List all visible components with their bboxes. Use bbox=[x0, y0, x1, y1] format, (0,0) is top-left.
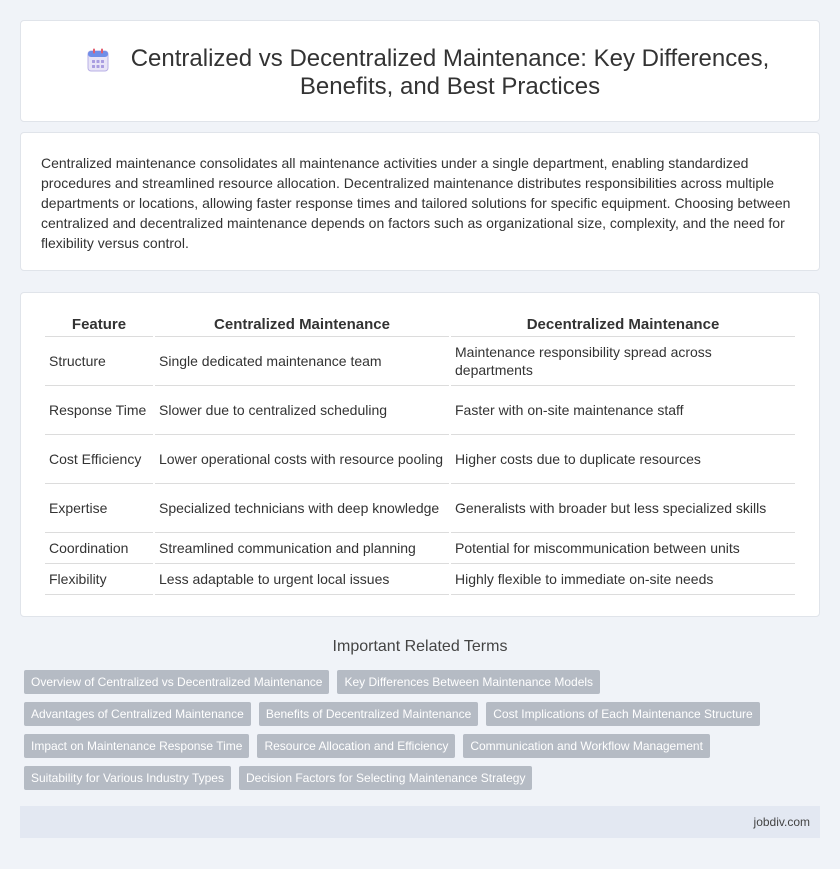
table-row bbox=[45, 533, 795, 564]
cell-decentralized: Faster with on-site maintenance staff bbox=[451, 386, 795, 435]
cell-decentralized: Highly flexible to immediate on-site needs bbox=[451, 564, 795, 595]
term-tag[interactable]: Advantages of Centralized Maintenance bbox=[24, 702, 251, 726]
related-terms-heading: Important Related Terms bbox=[332, 638, 508, 655]
term-row bbox=[24, 734, 824, 758]
cell-decentralized: Generalists with broader but less specialized skills bbox=[451, 484, 795, 533]
footer-site-link[interactable]: jobdiv.com bbox=[753, 815, 810, 829]
cell-feature: Structure bbox=[45, 337, 153, 386]
page-title-line2: Benefits, and Best Practices bbox=[299, 73, 601, 100]
footer bbox=[20, 806, 820, 838]
comparison-table-card bbox=[20, 292, 820, 617]
cell-centralized: Single dedicated maintenance team bbox=[155, 337, 449, 386]
table-row bbox=[45, 386, 795, 435]
term-tag[interactable]: Cost Implications of Each Maintenance Structure bbox=[486, 702, 759, 726]
cell-feature: Flexibility bbox=[45, 564, 153, 595]
table-row bbox=[45, 337, 795, 386]
table-header-row bbox=[45, 313, 795, 337]
cell-centralized: Lower operational costs with resource pooling bbox=[155, 435, 449, 484]
term-tag[interactable]: Communication and Workflow Management bbox=[463, 734, 710, 758]
term-row bbox=[24, 670, 824, 694]
term-row bbox=[24, 702, 824, 726]
cell-decentralized: Maintenance responsibility spread across departments bbox=[451, 337, 795, 386]
cell-centralized: Less adaptable to urgent local issues bbox=[155, 564, 449, 595]
cell-feature: Expertise bbox=[45, 484, 153, 533]
cell-centralized: Streamlined communication and planning bbox=[155, 533, 449, 564]
header-decentralized: Decentralized Maintenance bbox=[451, 313, 795, 337]
page-title-line1: Centralized vs Decentralized Maintenance: Key Differences, bbox=[130, 45, 770, 72]
cell-feature: Cost Efficiency bbox=[45, 435, 153, 484]
term-tag[interactable]: Overview of Centralized vs Decentralized Maintenance bbox=[24, 670, 329, 694]
page-title bbox=[81, 45, 779, 101]
term-tag[interactable]: Benefits of Decentralized Maintenance bbox=[259, 702, 478, 726]
term-tag[interactable]: Key Differences Between Maintenance Models bbox=[337, 670, 600, 694]
table-row bbox=[45, 435, 795, 484]
term-tag[interactable]: Suitability for Various Industry Types bbox=[24, 766, 231, 790]
intro-card bbox=[20, 132, 820, 271]
header-centralized: Centralized Maintenance bbox=[155, 313, 449, 337]
header-feature: Feature bbox=[45, 313, 153, 337]
term-tag[interactable]: Resource Allocation and Efficiency bbox=[257, 734, 455, 758]
term-tag[interactable]: Impact on Maintenance Response Time bbox=[24, 734, 249, 758]
comparison-table bbox=[43, 313, 797, 595]
cell-feature: Coordination bbox=[45, 533, 153, 564]
cell-feature: Response Time bbox=[45, 386, 153, 435]
cell-decentralized: Higher costs due to duplicate resources bbox=[451, 435, 795, 484]
table-row bbox=[45, 564, 795, 595]
cell-centralized: Slower due to centralized scheduling bbox=[155, 386, 449, 435]
related-terms bbox=[24, 670, 824, 798]
intro-text: Centralized maintenance consolidates all maintenance activities under a single department, enabling standardized procedures and streamlined resource allocation. Decentralized maintenance distributes responsibilities across multiple departments or locations, allowing faster response times and tailored solutions for specific equipment. Choosing between centralized and decentralized maintenance depends on factors such as organizational size, complexity, and the need for flexibility versus control. bbox=[41, 155, 791, 251]
cell-decentralized: Potential for miscommunication between units bbox=[451, 533, 795, 564]
title-card bbox=[20, 20, 820, 122]
term-tag[interactable]: Decision Factors for Selecting Maintenance Strategy bbox=[239, 766, 532, 790]
cell-centralized: Specialized technicians with deep knowledge bbox=[155, 484, 449, 533]
term-row bbox=[24, 766, 824, 790]
table-row bbox=[45, 484, 795, 533]
